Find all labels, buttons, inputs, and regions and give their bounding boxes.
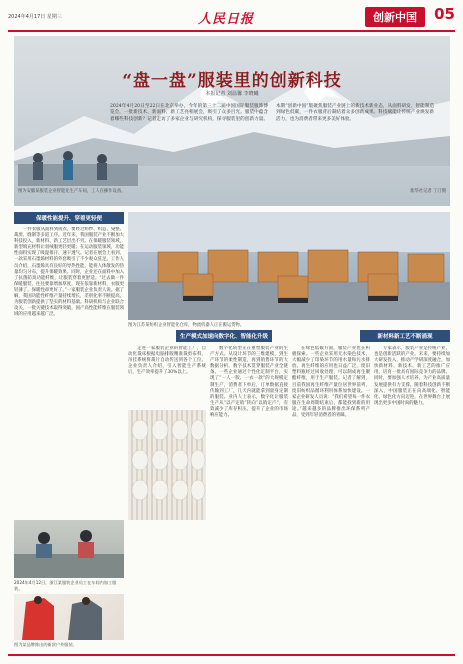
hero-photo [14, 36, 450, 206]
article-byline: 本报记者 刘温馨 李晓曦 [205, 91, 259, 97]
footer-rule [8, 654, 455, 656]
section-badge: 创新中国 [365, 7, 425, 27]
spools-graphic [128, 410, 206, 520]
factory-photo [128, 212, 450, 320]
subhead-digital [176, 330, 272, 345]
coat-caption: 图为某品牌推出的新款户外服装。 [14, 642, 77, 647]
masthead-rule [8, 30, 455, 32]
column-text: 数字化转型正在重塑服装产业的生产方式。从设计环节的三维建模，到生产环节的柔性制造，再到销售环节的大数据分析，数字技术贯穿服装产业全链条。一些企业通过个性化定制平台，实现了“一人一版、一衣一款”的大规模定制生产，消费者下单后，订单数据直接传输到工厂，几天内就能拿到量身定制的服装。业内人士表示，数字化让服装生产从“以产定销”转向“以销定产”，有效减少了库存积压，提升了企业的市场响应能力。 [210, 346, 288, 419]
page-number: 05 [434, 5, 455, 23]
newspaper-logo: 人民日报 [198, 11, 255, 27]
column-left [14, 212, 124, 563]
hero-credit: 新华社记者 丁汀摄 [410, 189, 446, 194]
subhead-materials-label: 新材料新工艺不断涌现 [360, 330, 450, 342]
sewing-graphic [14, 520, 124, 578]
subhead-digital-label: 生产模式加速向数字化、智能化升级 [176, 330, 272, 342]
hero-caption: 图为安徽某服装企业智能化生产车间，工人在操作设备。 [18, 189, 126, 194]
column-text: 在绿色低碳方面，服装产业也在积极探索。一些企业采用无水染色技术，大幅减少了印染环节的用水量和污水排放。再生纤维的应用也日益广泛，废旧塑料瓶经过回收处理，可以制成再生聚酯纤维，用于生产服装。记者了解到，目前我国再生纤维产量位居世界前列，废旧纺织品循环利用体系加快建设。一家企业研发人员说：“我们希望每一件衣服在生命周期结束后，都能找到新的用途。”越来越多的品牌推出环保系列产品，受到年轻消费者的青睐。 [292, 346, 370, 419]
sewing-photo [14, 520, 124, 578]
thread-photo [128, 410, 206, 520]
subhead-materials [360, 330, 450, 345]
column-text: 专家表示，服装产业是传统产业，也是创新活跃的产业。未来，要持续加大研发投入，推动产学研深度融合，加快新材料、新技术、新工艺的推广应用，培育一批具有国际竞争力的品牌。同时，要加强人才培养，为产业高质量发展提供有力支撑。随着科技创新不断深入，中国服装正在向高端化、智能化、绿色化方向迈进，在世界舞台上展现出更多中国时尚的魅力。 [374, 346, 450, 406]
column-5 [374, 346, 450, 636]
subhead-warmth: 保暖性能提升、穿着更轻便 [14, 212, 124, 224]
masthead [8, 4, 455, 30]
article-lead: 2024年4月20日至22日在北京举办，今年的第三十二届中国国际服装服饰博览会，一批新技术、新面料、新工艺亮相展会，吸引了众多目光。服装中蕴含着哪些科技创新？记者走访了多家企业与研究机构，探寻服装里的创新力量。本期“创新中国”版聚焦服装产业链上的新技术新业态，从面料研发、智能制造到绿色低碳，一件衣服背后凝结着众多创新成果。科技赋能让传统产业焕发新活力，也为消费者带来更多美好体验。 [110, 104, 434, 122]
column-3 [210, 346, 288, 636]
factory-caption: 图为江苏某纺织企业智能化仓库，物流机器人正在搬运货物。 [128, 323, 245, 328]
warehouse-graphic [128, 212, 450, 320]
coat-graphic [14, 594, 124, 640]
sewing-caption: 2024年4月12日，浙江某服装企业员工在车间内加工服装。 [14, 580, 117, 591]
column-text: 一件衣服从面料到成衣，要经过纺纱、织造、染整、裁剪、缝制等多道工序。近年来，我国服装产业不断加大科技投入，新材料、新工艺层出不穷。在保暖服装领域，新型填充材料让羽绒服更轻更暖；在运动服装领域，功能性面料实现了吸湿排汗、速干透气。记者在展会上看到，一款采用石墨烯材料的外套吸引了不少观众驻足。工作人员介绍，石墨烯具有良好的导热性能，能将人体散发的热量均匀分布，提升保暖效果。同时，企业还在面料中加入了抗菌防臭功能纤维，让服装穿着更舒适。“过去做一件保暖服装，往往要靠增加厚度，现在依靠新材料，衣服更轻薄了，保暖性却更好了。”一家服装企业负责人说。据了解，我国功能性纤维产量持续增长，差别化率不断提高，为服装创新提供了坚实的材料基础。科研机构与企业联合攻关，一批关键技术取得突破，国产高性能纤维在服装领域的应用越来越广泛。 [14, 227, 124, 318]
column-4 [292, 346, 370, 636]
column-text: 走进一家服装企业的智能工厂，自动化裁床根据电脑排版精准裁剪布料，吊挂系统将裁片自动传送到各个工位。企业负责人介绍，引入智能生产系统后，生产效率提升了30%以上。 [128, 346, 206, 376]
issue-date: 2024年4月17日 星期三 [8, 13, 62, 20]
article-title: “盘一盘”服装里的创新科技 [122, 71, 342, 91]
coat-photo [14, 594, 124, 640]
worker-silhouettes [18, 144, 138, 186]
